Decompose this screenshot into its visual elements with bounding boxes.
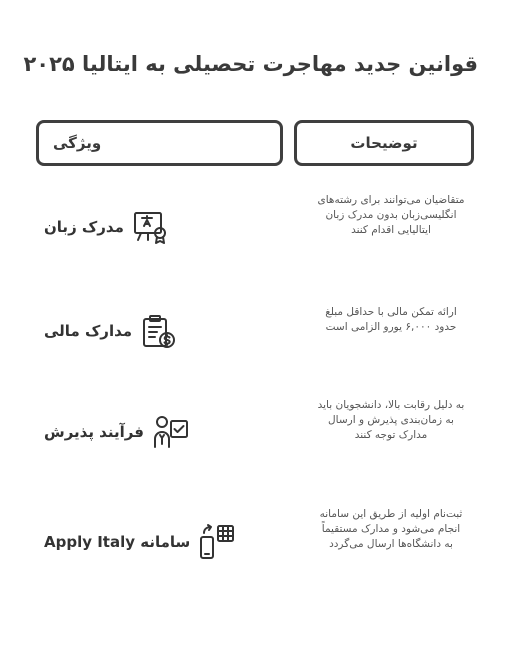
- table-row-financial: [0, 300, 518, 400]
- row-description: به دلیل رقابت بالا، دانشجویان باید به زمان‌بندی پذیرش و ارسال مدارک توجه کنند: [317, 399, 465, 441]
- mobile-application-icon: [198, 523, 236, 561]
- row-feature: [44, 208, 170, 246]
- description-column-header: [294, 120, 474, 166]
- row-feature: [44, 523, 236, 561]
- feature-column-header: [36, 120, 283, 166]
- row-description: متقاضیان می‌توانند برای رشته‌های انگلیسی‌زبان بدون مدرک زبان ایتالیایی اقدام کنند: [317, 194, 465, 236]
- table-row-apply-italy: [0, 505, 518, 605]
- feature-label-language: مدرک زبان: [44, 218, 124, 236]
- admission-checklist-icon: [152, 413, 190, 451]
- row-description: ارائه تمکن مالی با حداقل مبلغ حدود ۶,۰۰۰ یورو الزامی است: [325, 306, 457, 333]
- row-description: ثبت‌نام اولیه از طریق این سامانه انجام می‌شود و مدارک مستقیماً به دانشگاه‌ها ارسال می‌گردد: [319, 508, 463, 550]
- feature-label-apply-italy: سامانه Apply Italy: [44, 533, 191, 551]
- table-row-language: [0, 190, 518, 290]
- table-row-admission: [0, 398, 518, 498]
- description-header-label: توضیحات: [350, 134, 418, 152]
- feature-header-label: ویژگی: [53, 134, 102, 152]
- financial-document-icon: [140, 312, 178, 350]
- feature-label-financial: مدارک مالی: [44, 322, 133, 340]
- row-feature: [44, 413, 190, 451]
- page-title: قوانین جدید مهاجرت تحصیلی به ایتالیا ۲۰۲۵: [23, 52, 478, 76]
- row-feature: [44, 312, 178, 350]
- feature-label-admission: فرآیند پذیرش: [44, 423, 144, 441]
- language-certificate-icon: [132, 208, 170, 246]
